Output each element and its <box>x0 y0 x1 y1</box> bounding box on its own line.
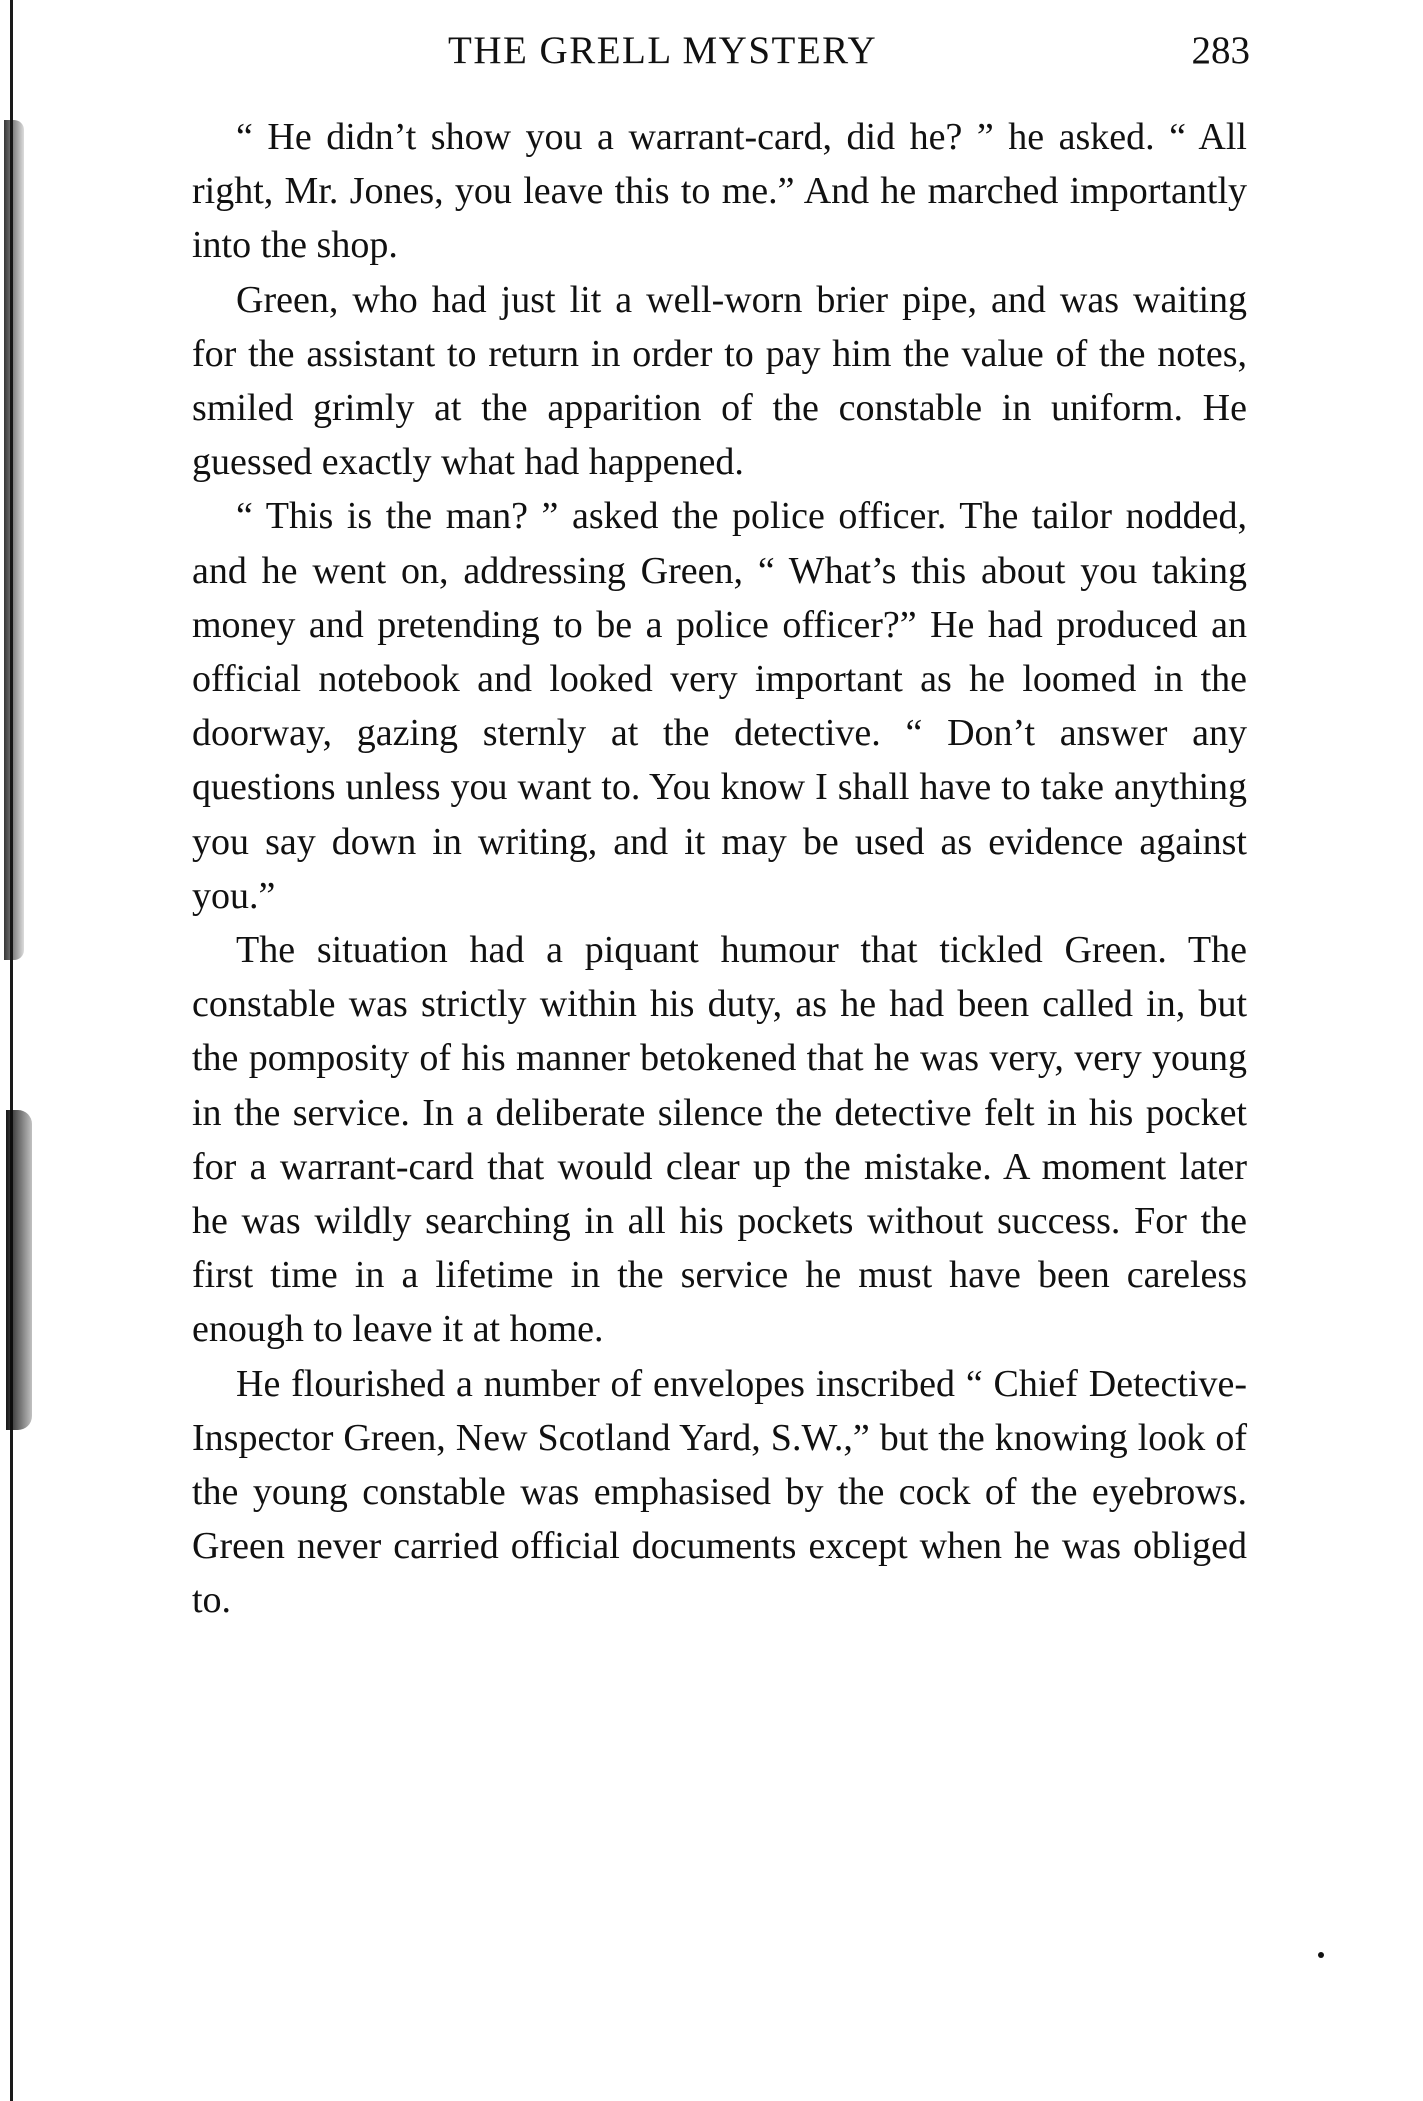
page-number: 283 <box>1191 29 1250 72</box>
paragraph: The situation had a piquant humour that tickled Green. The constable was strictly within his duty, as he had been called in, but the pomposity of his manner betokened that he was very, very young in the service. In a deliberate silence the detective felt in his pocket for a warrant-card that would clear up the mistake. A moment later he was wildly searching in all his pockets without success. For the first time in a lifetime in the service he must have been careless enough to leave it at home. <box>192 929 1247 1351</box>
running-title: THE GRELL MYSTERY <box>448 29 878 72</box>
ink-speck <box>1318 1952 1324 1958</box>
paragraph: “ He didn’t show you a warrant-card, did he? ” he asked. “ All right, Mr. Jones, you leave this to me.” And he marched importantly into the shop. <box>192 116 1247 267</box>
binding-shadow <box>4 120 24 960</box>
paragraph: “ This is the man? ” asked the police officer. The tailor nodded, and he went on, addressing Green, “ What’s this about you taking money and pretending to be a police officer?” He had produced an official notebook and looked very important as he loomed in the doorway, gazing sternly at the detective. “ Don’t answer any questions unless you want to. You know I shall have to take anything you say down in writing, and it may be used as evidence against you.” <box>192 495 1247 917</box>
running-header <box>190 28 1250 84</box>
paragraph: He flourished a number of envelopes inscribed “ Chief Detective-Inspector Green, New Scotland Yard, S.W.,” but the knowing look of the young constable was emphasised by the cock of the eyebrows. Green never carried official documents except when he was obliged to. <box>192 1362 1247 1622</box>
paragraph: Green, who had just lit a well-worn brier pipe, and was waiting for the assistant to return in order to pay him the value of the notes, smiled grimly at the apparition of the constable in uniform. He guessed exactly what had happened. <box>192 278 1247 484</box>
binding-shadow <box>6 1110 32 1430</box>
body-text <box>192 110 1247 1628</box>
